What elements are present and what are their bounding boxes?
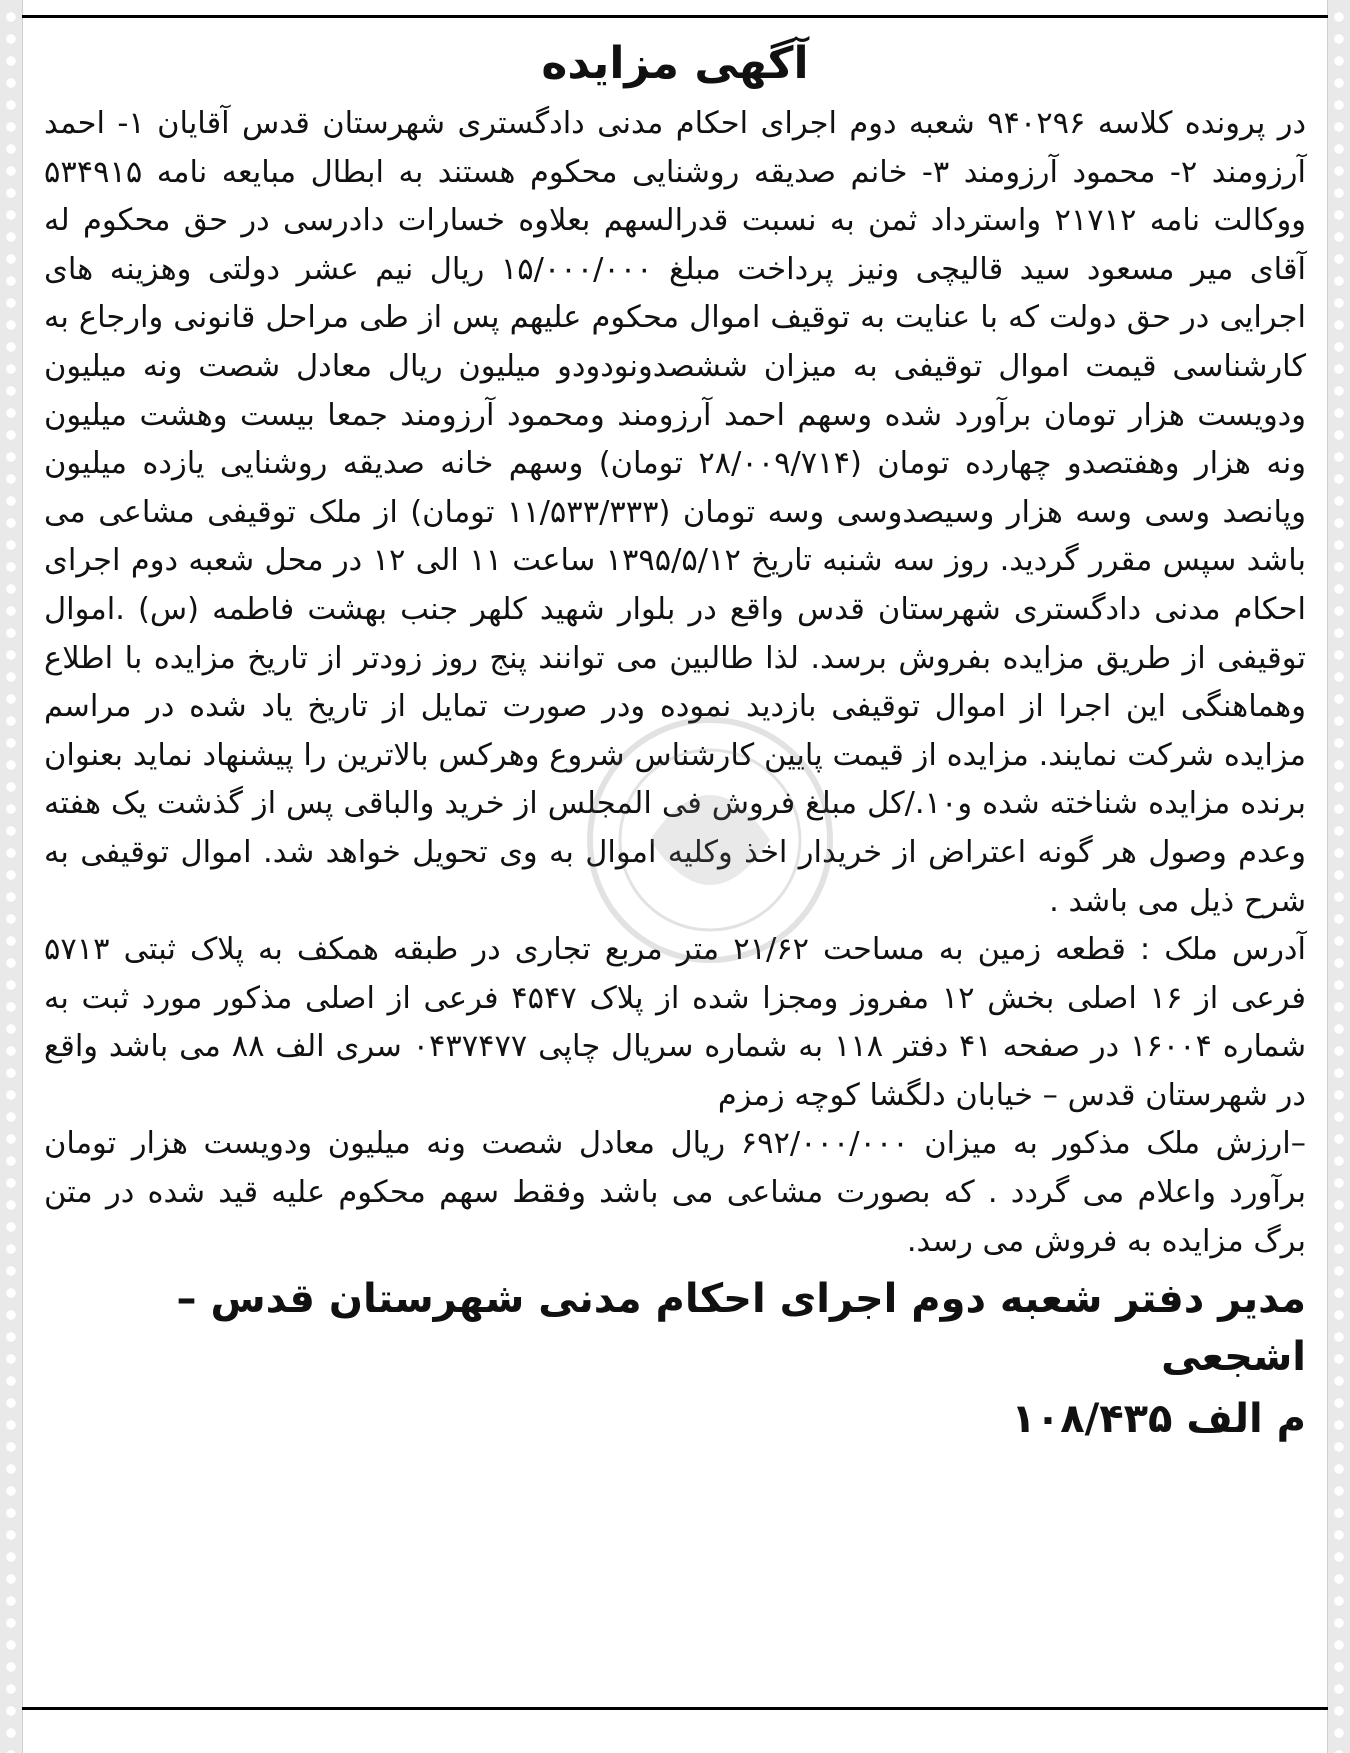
notice-paragraph-value: –ارزش ملک مذکور به میزان ۶۹۲/۰۰۰/۰۰۰ ریال معادل شصت ونه میلیون ودویست هزار تومان برآورد واعلام می گردد . که بصورت مشاعی می باشد وفقط سهم محکوم علیه قید شده در متن برگ مزایده به فروش می رسد. bbox=[44, 1126, 1306, 1259]
bottom-border-rule bbox=[22, 1707, 1328, 1710]
top-border-rule bbox=[22, 15, 1328, 18]
notice-signature: مدیر دفتر شعبه دوم اجرای احکام مدنی شهرستان قدس – اشجعی bbox=[176, 1276, 1306, 1381]
notice-reference: م الف ۱۰۸/۴۳۵ bbox=[1011, 1396, 1306, 1443]
perforation-strip-left bbox=[0, 0, 23, 1753]
notice-paragraph-address: آدرس ملک : قطعه زمین به مساحت ۲۱/۶۲ متر مربع تجاری در طبقه همکف به پلاک ثبتی ۵۷۱۳ فرعی از ۱۶ اصلی بخش ۱۲ مفروز ومجزا شده از پلاک ۴۵۴۷ فرعی از اصلی مذکور مورد ثبت به شماره ۱۶۰۰۴ در صفحه ۴۱ دفتر ۱۱۸ به شماره سریال چاپی ۰۴۳۷۴۷۷ سری الف ۸۸ می باشد واقع در شهرستان قدس – خیابان دلگشا کوچه زمزم bbox=[44, 932, 1306, 1113]
notice-paragraph-main: در پرونده کلاسه ۹۴۰۲۹۶ شعبه دوم اجرای احکام مدنی دادگستری شهرستان قدس آقایان ۱- احمد آرزومند ۲- محمود آرزومند ۳- خانم صدیقه روشنایی محکوم هستند به ابطال مبایعه نامه ۵۳۴۹۱۵ ووکالت نامه ۲۱۷۱۲ واسترداد ثمن به نسبت قدرالسهم بعلاوه خسارات دادرسی در حق محکوم له آقای میر مسعود سید قالیچی ونیز پرداخت مبلغ ۱۵/۰۰۰/۰۰۰ ریال نیم عشر دولتی وهزینه های اجرایی در حق دولت که با عنایت به توقیف اموال محکوم علیهم پس از طی مراحل قانونی وارجاع به کارشناسی قیمت اموال توقیفی به میزان ششصدونودودو میلیون ریال معادل شصت ونه میلیون ودویست هزار تومان برآورد شده وسهم احمد آرزومند ومحمود آرزومند جمعا بیست وهشت میلیون ونه هزار وهفتصدو چهارده تومان (۲۸/۰۰۹/۷۱۴ تومان) وسهم خانه صدیقه روشنایی یازده میلیون وپانصد وسی وسه هزار وسیصدوسی وسه تومان (۱۱/۵۳۳/۳۳۳ تومان) از ملک توقیفی مشاعی می باشد سپس مقرر گردید. روز سه شنبه تاریخ ۱۳۹۵/۵/۱۲ ساعت ۱۱ الی ۱۲ در محل شعبه دوم اجرای احکام مدنی دادگستری شهرستان قدس واقع در بلوار شهید کلهر جنب بهشت فاطمه (س) .اموال توقیفی از طریق مزایده بفروش برسد. لذا طالبین می توانند پنج روز زودتر از تاریخ مزایده با اطلاع وهماهنگی این اجرا از اموال توقیفی بازدید نموده ودر صورت تمایل از تاریخ یاد شده در مراسم مزایده شرکت نمایند. مزایده از قیمت پایین کارشناس شروع وهرکس بالاترین را پیشنهاد نماید بعنوان برنده مزایده شناخته شده و۱۰./کل مبلغ فروش فی المجلس از خرید والباقی پس از گذشت یک هفته وعدم وصول هر گونه اعتراض از خریدار اخذ وکلیه اموال به وی تحویل خواهد شد. اموال توقیفی به شرح ذیل می باشد . bbox=[44, 106, 1307, 919]
auction-notice bbox=[44, 32, 1306, 1448]
notice-title: آگهی مزایده bbox=[541, 38, 809, 89]
perforation-strip-right bbox=[1327, 0, 1350, 1753]
